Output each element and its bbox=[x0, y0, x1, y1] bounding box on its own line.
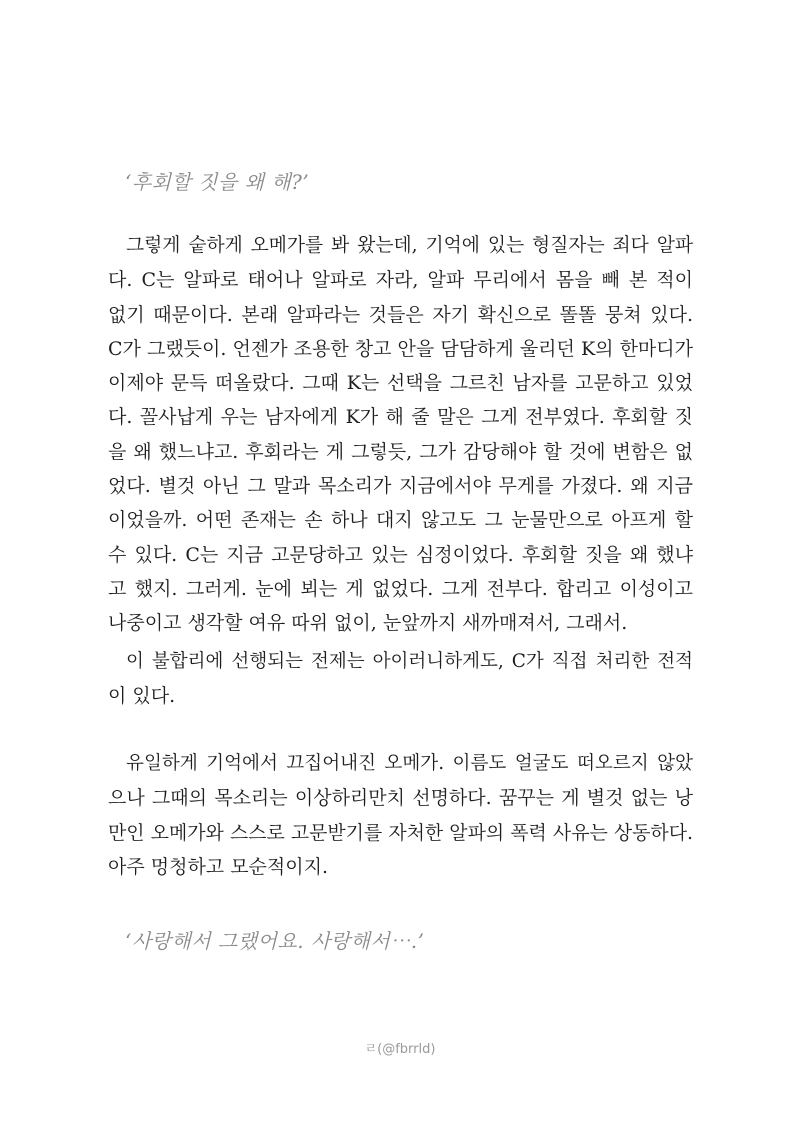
text-line: 유일하게 기억에서 끄집어내진 오메가. 이름도 얼굴도 떠오르지 않았 bbox=[126, 753, 693, 774]
text-line: 수 있다. C는 지금 고문당하고 있는 심정이었다. 후회할 짓을 왜 했냐 bbox=[108, 543, 693, 566]
text-line: 이었을까. 어떤 존재는 손 하나 대지 않고도 그 눈물만으로 아프게 할 bbox=[108, 509, 693, 532]
text-line: 었다. 별것 아닌 그 말과 목소리가 지금에서야 무게를 가졌다. 왜 지금 bbox=[108, 475, 693, 498]
closing-quote: ‘사랑해서 그랬어요. 사랑해서⋯.’ bbox=[125, 929, 425, 953]
text-line: 고 했지. 그러게. 눈에 뵈는 게 없었다. 그게 전부다. 합리고 이성이고 bbox=[108, 577, 693, 600]
text-line: 이제야 문득 떠올랐다. 그때 K는 선택을 그르친 남자를 고문하고 있었 bbox=[108, 372, 693, 395]
text-line: 으나 그때의 목소리는 이상하리만치 선명하다. 꿈꾸는 게 별것 없는 낭 bbox=[108, 787, 693, 810]
text-line: 그렇게 숱하게 오메가를 봐 왔는데, 기억에 있는 형질자는 죄다 알파 bbox=[126, 235, 693, 256]
text-line: 을 왜 했느냐고. 후회라는 게 그렇듯, 그가 감당해야 할 것에 변함은 없 bbox=[108, 440, 693, 463]
text-line: 나중이고 생각할 여유 따위 없이, 눈앞까지 새까매져서, 그래서. bbox=[108, 612, 628, 635]
text-line: 없기 때문이다. 본래 알파라는 것들은 자기 확신으로 똘똘 뭉쳐 있다. bbox=[108, 303, 693, 326]
text-line: 아주 멍청하고 모순적이지. bbox=[108, 855, 329, 878]
paragraph-3 bbox=[108, 747, 693, 884]
text-line: 이 불합리에 선행되는 전제는 아이러니하게도, C가 직접 처리한 전적 bbox=[126, 651, 693, 672]
text-line: 만인 오메가와 스스로 고문받기를 자처한 알파의 폭력 사유는 상동하다. bbox=[108, 821, 693, 844]
text-line: 다. 꼴사납게 우는 남자에게 K가 해 줄 말은 그게 전부였다. 후회할 짓 bbox=[108, 406, 693, 429]
author-credit: ㄹ(@fbrrld) bbox=[364, 1042, 436, 1057]
opening-quote: ‘후회할 짓을 왜 해?’ bbox=[125, 170, 310, 194]
text-line: 이 있다. bbox=[108, 685, 176, 708]
paragraph-2 bbox=[108, 645, 693, 714]
text-line: C가 그랬듯이. 언젠가 조용한 창고 안을 담담하게 울리던 K의 한마디가 bbox=[108, 337, 693, 360]
paragraph-1 bbox=[108, 229, 693, 641]
text-line: 다. C는 알파로 태어나 알파로 자라, 알파 무리에서 몸을 빼 본 적이 bbox=[108, 269, 693, 292]
